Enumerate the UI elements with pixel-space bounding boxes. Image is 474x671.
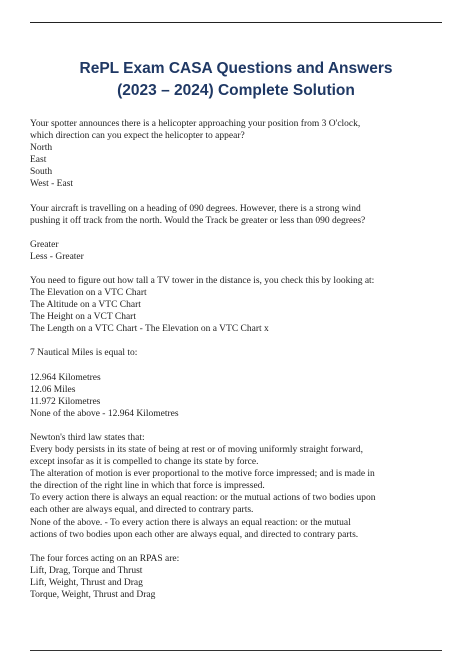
q3-option: The Elevation on a VTC Chart — [30, 288, 147, 299]
header-rule — [30, 22, 442, 23]
q3-option: The Altitude on a VTC Chart — [30, 300, 141, 311]
question-1: Your spotter announces there is a helicopter approaching your position from 3 O'clock, which direction can you expect the helicopter to appear? — [30, 119, 361, 142]
q2-option: Less - Greater — [30, 251, 84, 262]
document-body — [30, 118, 448, 601]
question-2: Your aircraft is travelling on a heading of 090 degrees. However, there is a strong wind pushing it off track from the north. Would the Track be greater or less than 090 degrees? — [30, 203, 366, 226]
q4-option: None of the above - 12.964 Kilometres — [30, 408, 179, 419]
q1-option: East — [30, 155, 47, 166]
q6-option: Lift, Weight, Thrust and Drag — [30, 577, 143, 588]
question-3: You need to figure out how tall a TV tower in the distance is, you check this by looking at: — [30, 275, 375, 286]
q4-option: 12.964 Kilometres — [30, 372, 101, 383]
q1-option: West - East — [30, 179, 74, 190]
q2-option: Greater — [30, 239, 59, 250]
q1-option: North — [30, 143, 53, 154]
q5-option: The alteration of motion is ever proportional to the motive force impressed; and is made in the direction of the right line in which that force is impressed. — [30, 469, 375, 492]
question-4: 7 Nautical Miles is equal to: — [30, 348, 138, 359]
question-5: Newton's third law states that: — [30, 432, 145, 443]
q4-option: 12.06 Miles — [30, 384, 76, 395]
q4-option: 11.972 Kilometres — [30, 396, 101, 407]
q3-option: The Length on a VTC Chart - The Elevation on a VTC Chart x — [30, 324, 269, 335]
footer-rule — [30, 650, 442, 651]
q3-option: The Height on a VCT Chart — [30, 312, 136, 323]
q5-option: Every body persists in its state of being at rest or of moving uniformly straight forward, except insofar as it is compelled to change its state by force. — [30, 444, 363, 468]
question-6: The four forces acting on an RPAS are: — [30, 553, 180, 564]
q6-option: Lift, Drag, Torque and Thrust — [30, 565, 143, 576]
q5-option: None of the above. - To every action there is always an equal reaction: or the mutual actions of two bodies upon each other are always equal, and directed to contrary parts. — [30, 517, 359, 540]
q5-option: To every action there is always an equal reaction: or the mutual actions of two bodies upon each other are always equal, and directed to contrary parts. — [30, 493, 376, 516]
q6-option: Torque, Weight, Thrust and Drag — [30, 590, 156, 600]
title-line-2: (2023 – 2024) Complete Solution — [117, 82, 355, 99]
title-line-1: RePL Exam CASA Questions and Answers — [79, 60, 393, 77]
page-title — [30, 58, 442, 102]
q1-option: South — [30, 167, 53, 178]
